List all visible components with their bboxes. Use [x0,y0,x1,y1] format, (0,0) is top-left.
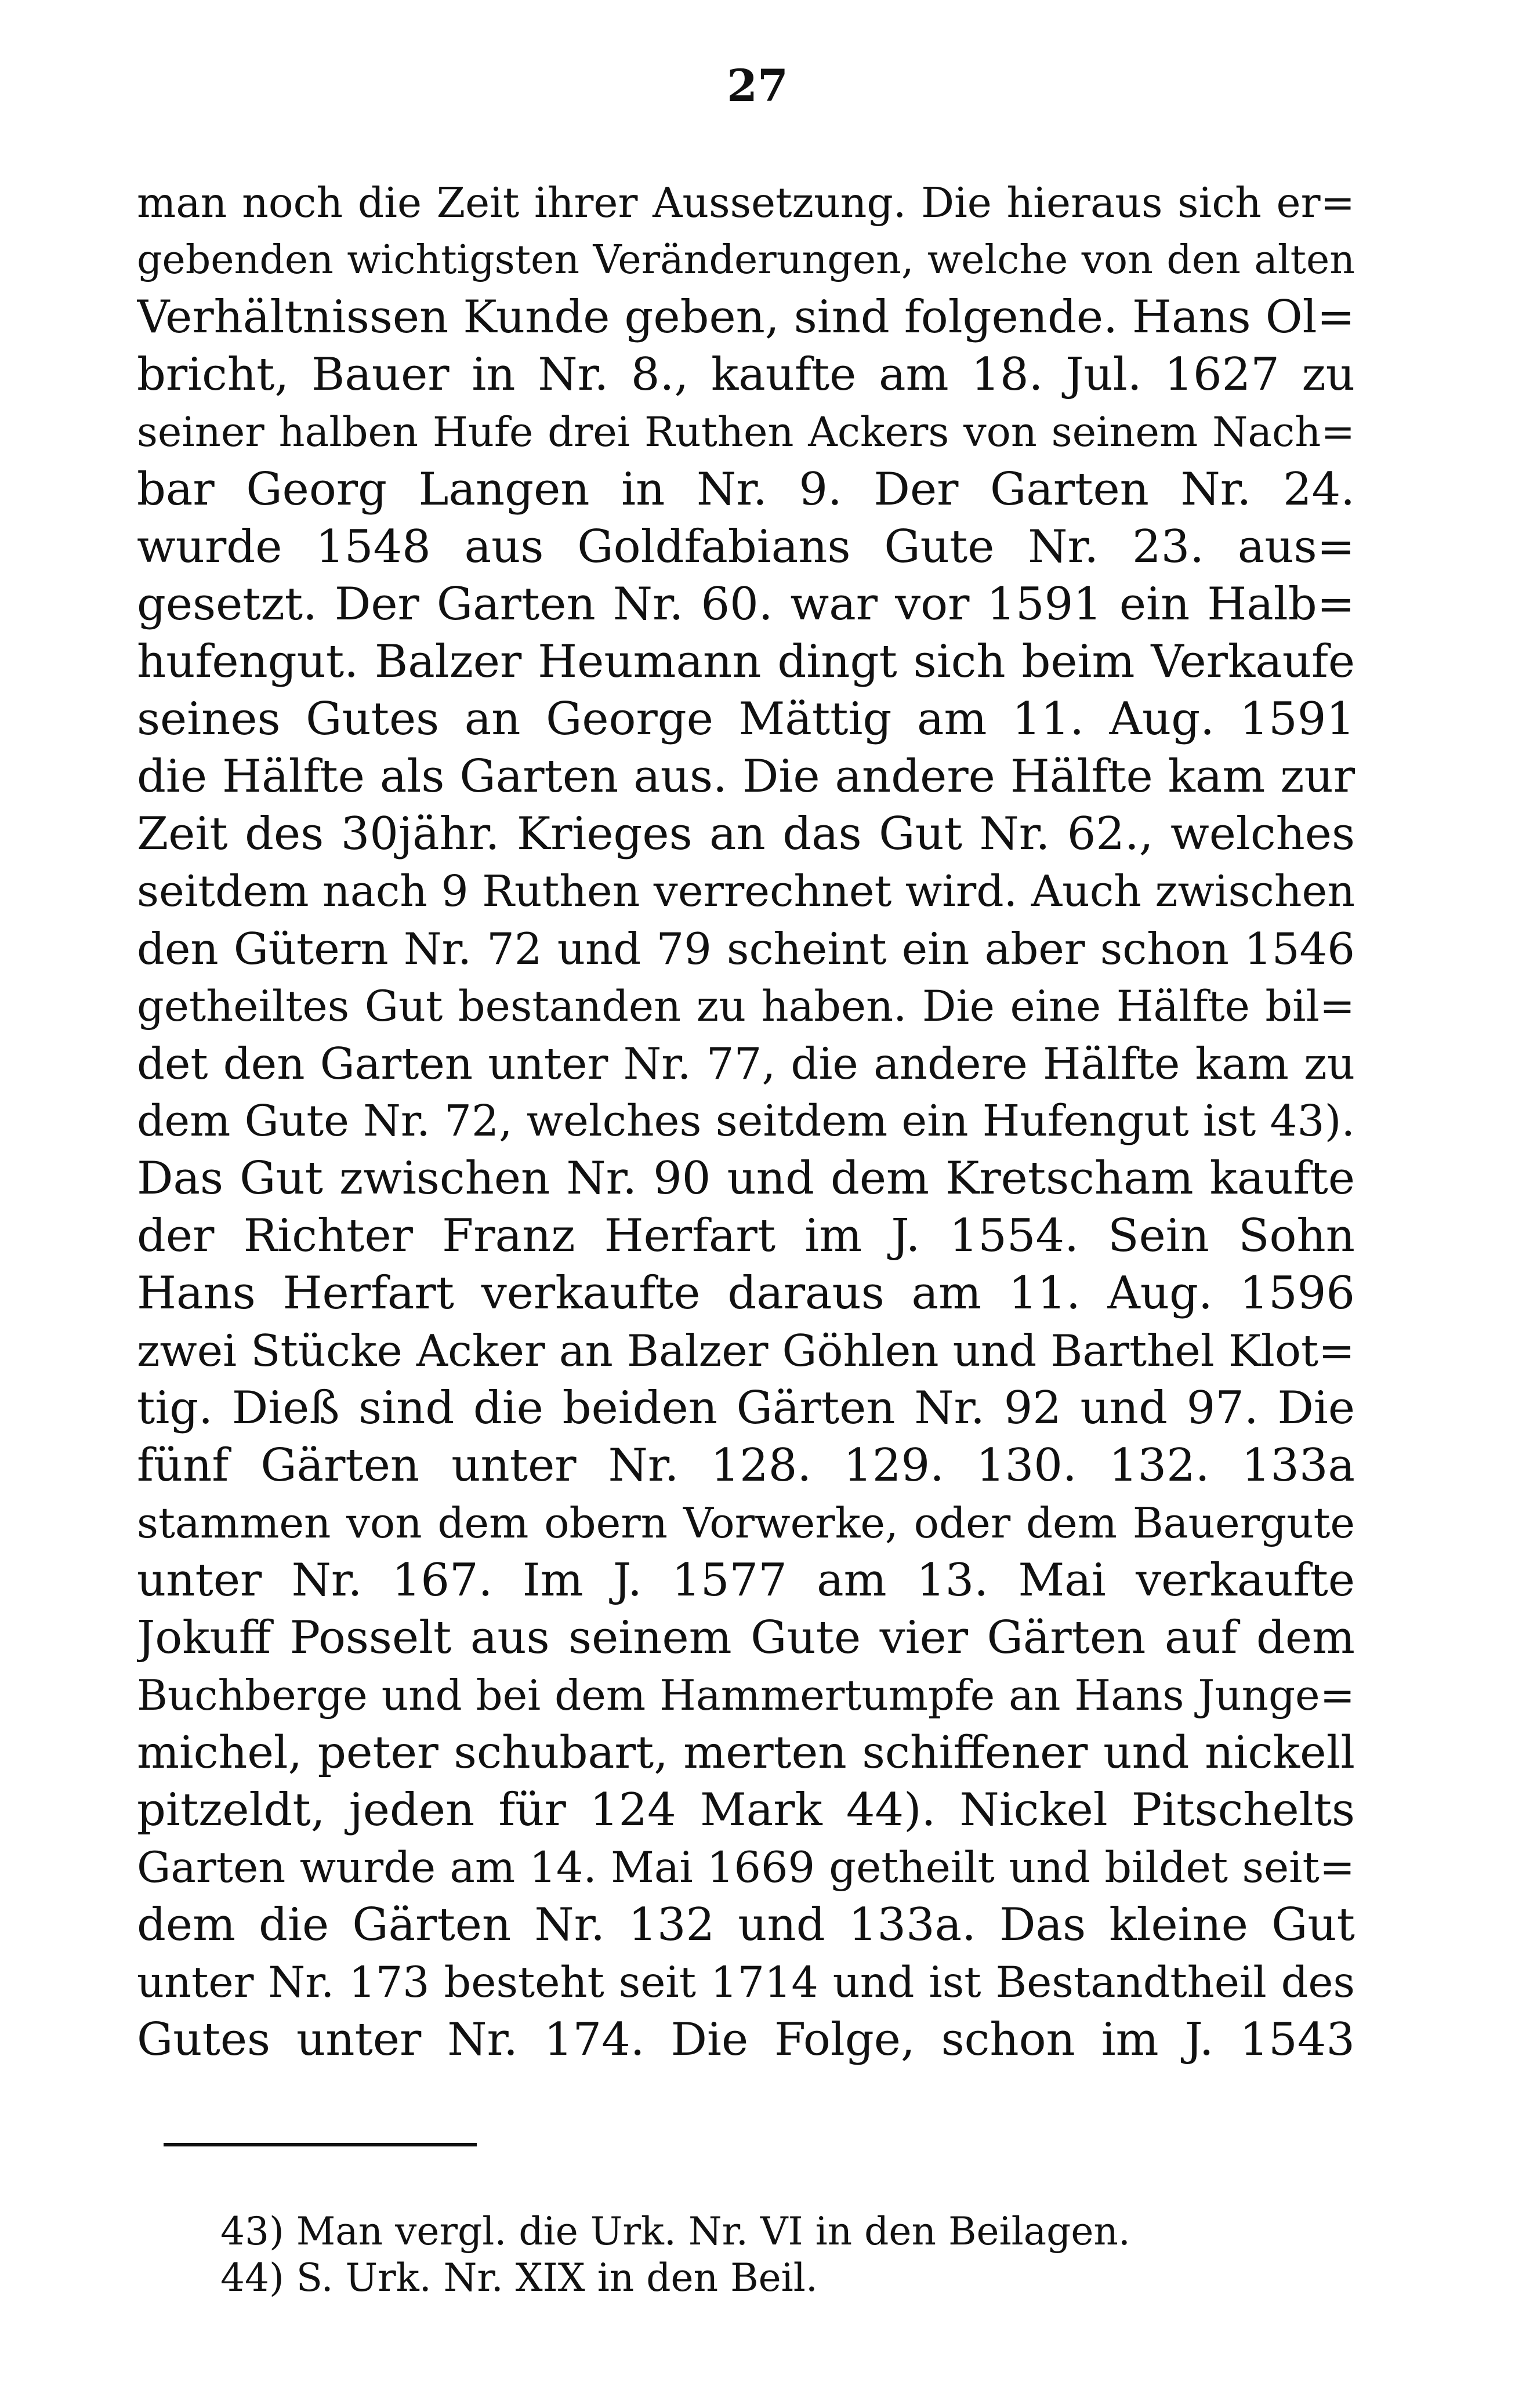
footnote: 43) Man vergl. die Urk. Nr. VI in den Beilagen. [220,2209,1130,2254]
text-line: gebenden wichtigsten Veränderungen, welche von den alten [137,237,1355,283]
text-line: der Richter Franz Herfart im J. 1554. Sein Sohn [137,1210,1355,1262]
text-line: hufengut. Balzer Heumann dingt sich beim Verkaufe [137,636,1355,688]
text-line: Buchberge und bei dem Hammertumpfe an Hans Junge= [137,1671,1355,1720]
text-line: unter Nr. 173 besteht seit 1714 und ist Bestandtheil des [137,1958,1355,2007]
text-line: den Gütern Nr. 72 und 79 scheint ein aber schon 1546 [137,923,1355,974]
text-line: stammen von dem obern Vorwerke, oder dem Bauergute [137,1499,1355,1547]
text-line: Jokuff Posselt aus seinem Gute vier Gärten auf dem [137,1612,1355,1664]
footnotes [220,2208,1322,2301]
text-line: getheiltes Gut bestanden zu haben. Die eine Hälfte bil= [137,982,1355,1031]
text-line: pitzeldt, jeden für 124 Mark 44). Nickel Pitschelts [137,1784,1355,1836]
body-text [137,174,1355,2069]
text-line: wurde 1548 aus Goldfabians Gute Nr. 23. aus= [137,521,1355,573]
text-line: die Hälfte als Garten aus. Die andere Hälfte kam zur [137,750,1355,803]
text-line: Gutes unter Nr. 174. Die Folge, schon im J. 1543 [137,2014,1355,2066]
text-line: det den Garten unter Nr. 77, die andere Hälfte kam zu [137,1038,1355,1089]
text-line: bricht, Bauer in Nr. 8., kaufte am 18. Jul. 1627 zu [137,349,1355,401]
footnote: 44) S. Urk. Nr. XIX in den Beil. [220,2255,818,2300]
text-line: unter Nr. 167. Im J. 1577 am 13. Mai verkaufte [137,1554,1355,1606]
text-line: Hans Herfart verkaufte daraus am 11. Aug. 1596 [137,1267,1355,1319]
text-line: Garten wurde am 14. Mai 1669 getheilt und bildet seit= [137,1843,1355,1892]
text-line: bar Georg Langen in Nr. 9. Der Garten Nr. 24. [137,463,1355,516]
text-line: seitdem nach 9 Ruthen verrechnet wird. Auch zwischen [137,866,1355,916]
text-line: dem Gute Nr. 72, welches seitdem ein Hufengut ist 43). [137,1096,1355,1146]
text-line: zwei Stücke Acker an Balzer Göhlen und Barthel Klot= [137,1325,1355,1376]
text-line: Zeit des 30jähr. Krieges an das Gut Nr. 62., welches [137,808,1355,860]
footnote-separator [164,2143,477,2146]
text-line: man noch die Zeit ihrer Aussetzung. Die hieraus sich er= [137,179,1355,227]
page-number: 27 [727,60,788,111]
text-line: tig. Dieß sind die beiden Gärten Nr. 92 und 97. Die [137,1382,1355,1434]
text-line: gesetzt. Der Garten Nr. 60. war vor 1591 ein Halb= [137,578,1355,630]
text-line: Das Gut zwischen Nr. 90 und dem Kretscham kaufte [137,1152,1355,1205]
text-line: fünf Gärten unter Nr. 128. 129. 130. 132. 133a [137,1439,1355,1492]
text-line: seiner halben Hufe drei Ruthen Ackers von seinem Nach= [137,408,1355,456]
text-line: michel, peter schubart, merten schiffener und nickell [137,1727,1355,1779]
text-line: dem die Gärten Nr. 132 und 133a. Das kleine Gut [137,1899,1355,1951]
text-line: Verhältnissen Kunde geben, sind folgende. Hans Ol= [137,291,1355,343]
text-line: seines Gutes an George Mättig am 11. Aug. 1591 [137,693,1355,745]
